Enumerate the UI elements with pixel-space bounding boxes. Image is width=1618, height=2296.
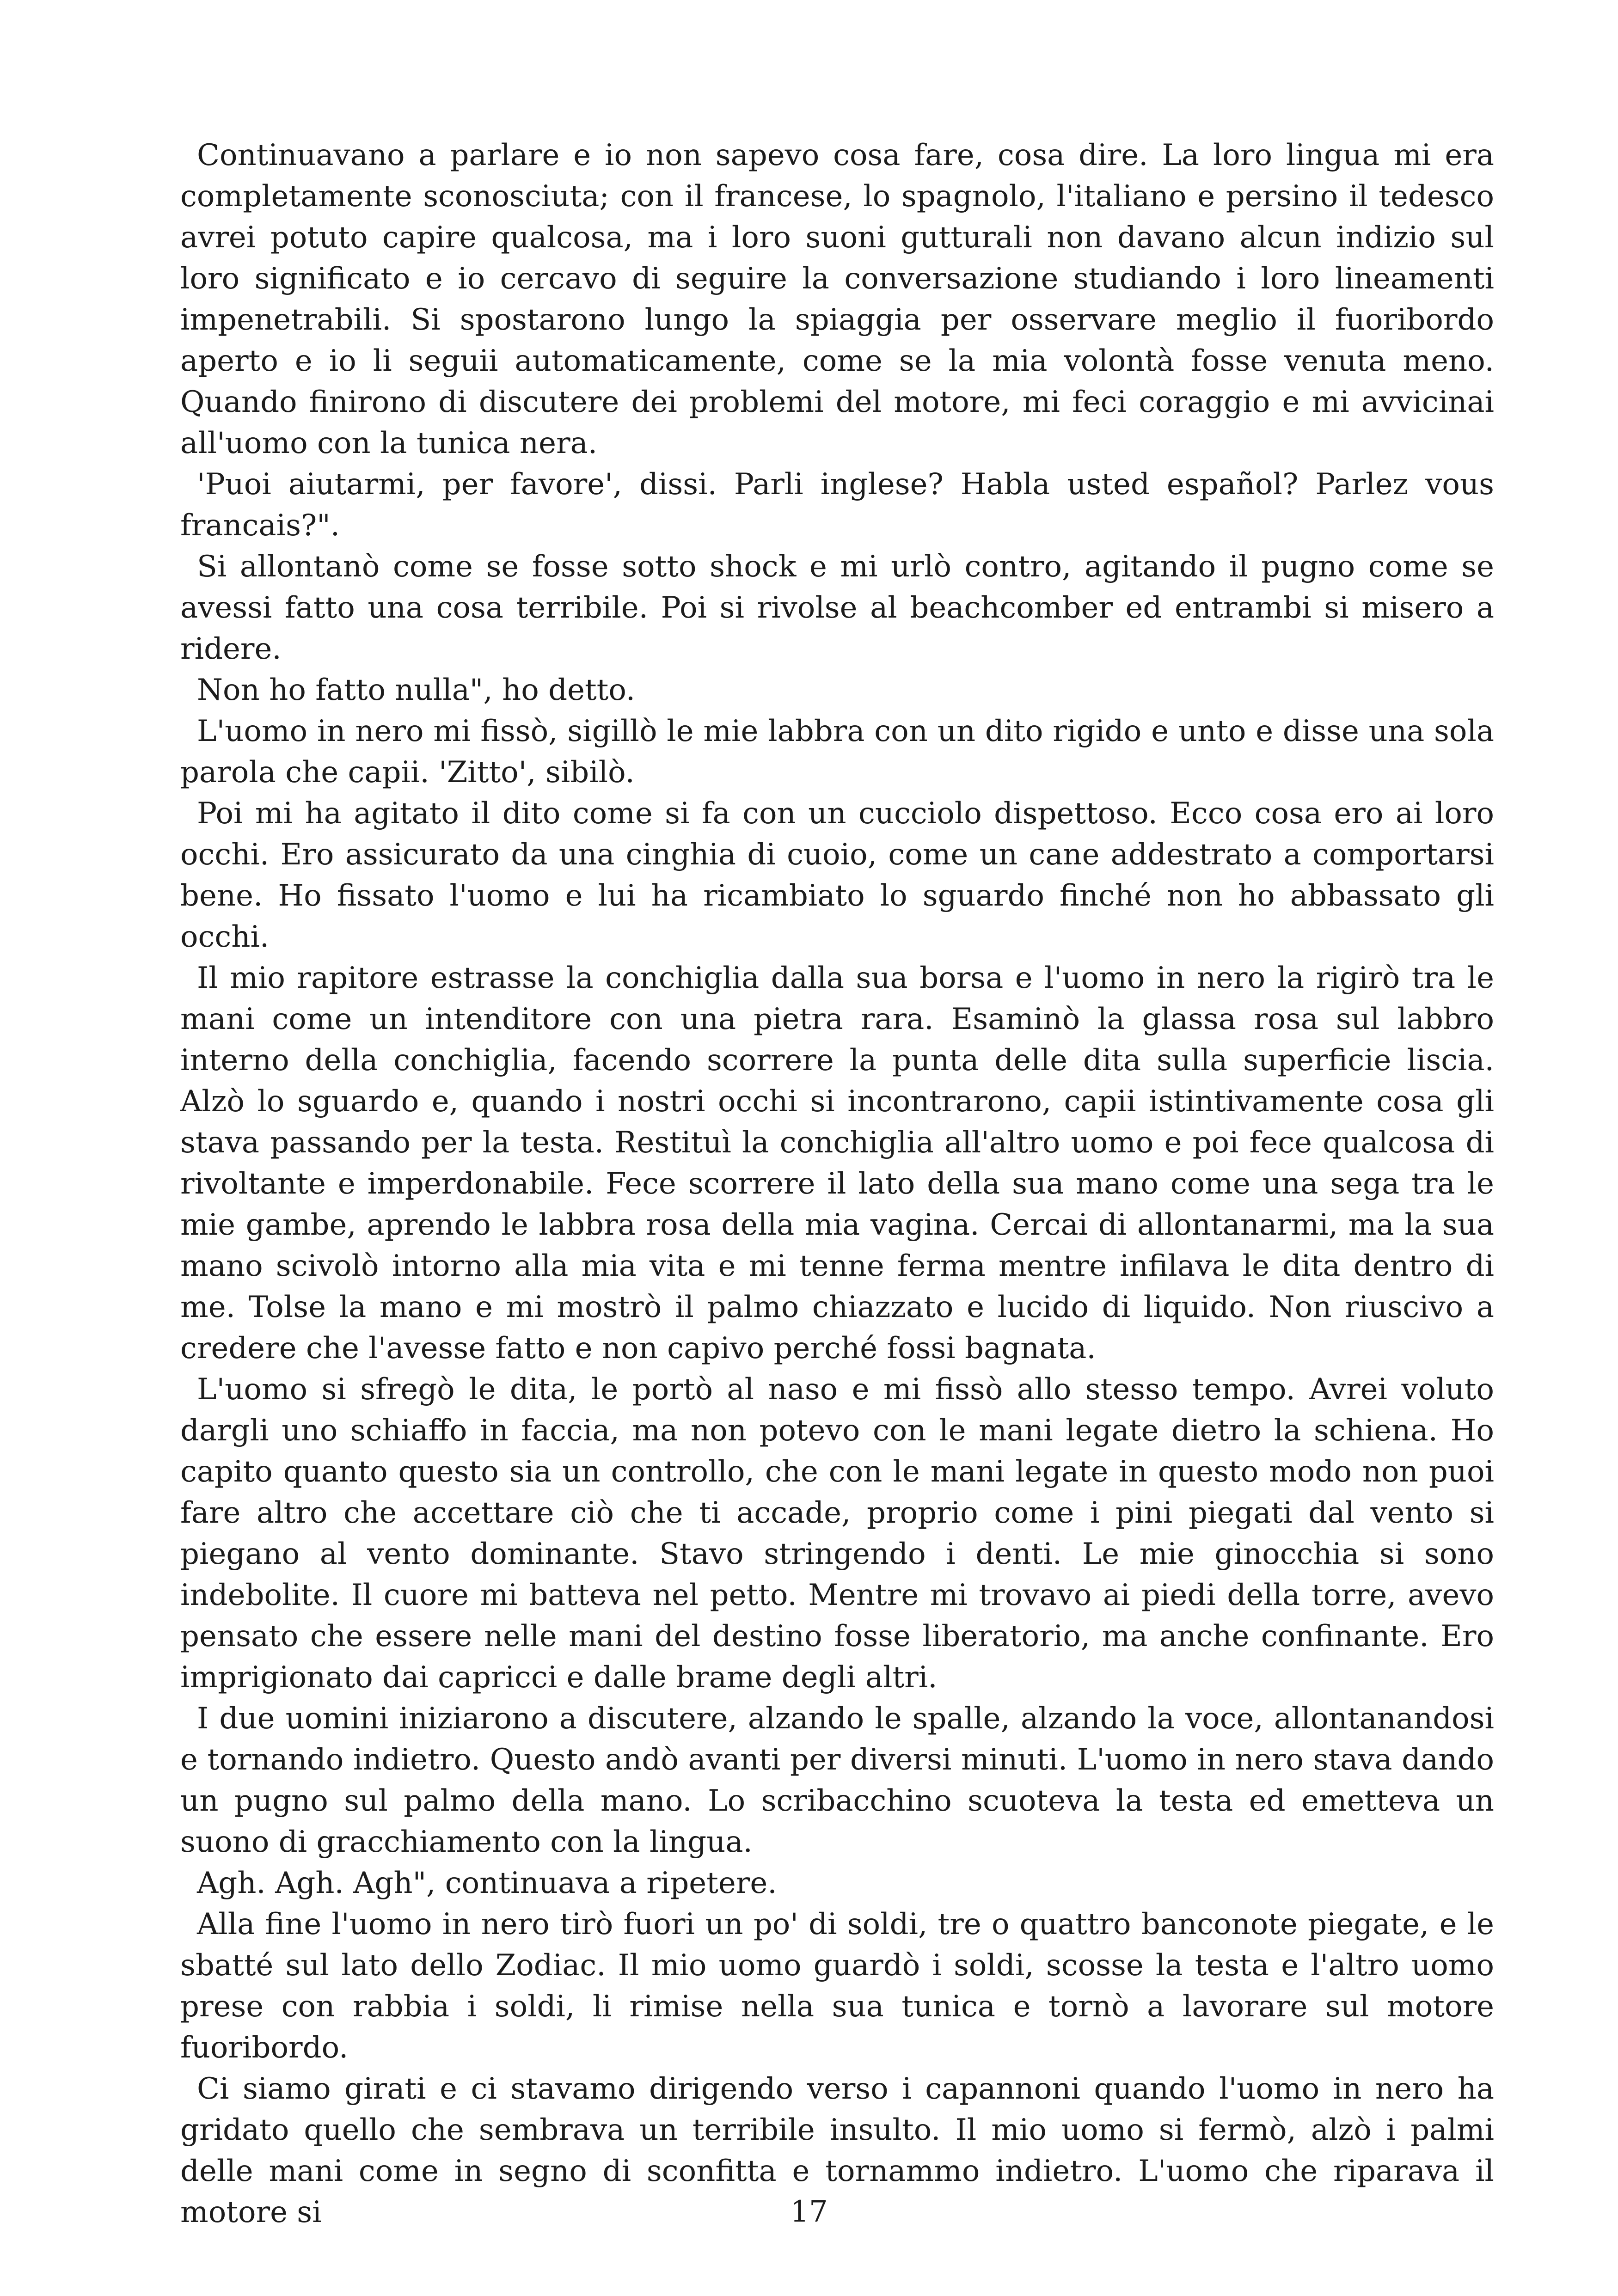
- page-number: 17: [790, 2195, 828, 2229]
- paragraph: I due uomini iniziarono a discutere, alzando le spalle, alzando la voce, allontanandosi e tornando indietro. Questo andò avanti per diversi minuti. L'uomo in nero stava dando un pugno sul palmo della mano. Lo scribacchino scuoteva la testa ed emetteva un suono di gracchiamento con la lingua.: [180, 1702, 1494, 1859]
- paragraph: Alla fine l'uomo in nero tirò fuori un po' di soldi, tre o quattro banconote piegate, e le sbatté sul lato dello Zodiac. Il mio uomo guardò i soldi, scosse la testa e l'altro uomo prese con rabbia i soldi, li rimise nella sua tunica e tornò a lavorare sul motore fuoribordo.: [180, 1907, 1494, 2065]
- paragraph: Agh. Agh. Agh", continuava a ripetere.: [197, 1866, 777, 1900]
- paragraph: 'Puoi aiutarmi, per favore', dissi. Parli inglese? Habla usted español? Parlez vous francais?".: [180, 467, 1494, 543]
- paragraph: Poi mi ha agitato il dito come si fa con un cucciolo dispettoso. Ecco cosa ero ai loro occhi. Ero assicurato da una cinghia di cuoio, come un cane addestrato a comportarsi bene. Ho fissato l'uomo e lui ha ricambiato lo sguardo finché non ho abbassato gli occhi.: [180, 796, 1494, 954]
- paragraph: L'uomo in nero mi fissò, sigillò le mie labbra con un dito rigido e unto e disse una sola parola che capii. 'Zitto', sibilò.: [180, 714, 1494, 790]
- paragraph: L'uomo si sfregò le dita, le portò al naso e mi fissò allo stesso tempo. Avrei voluto dargli uno schiaffo in faccia, ma non potevo con le mani legate dietro la schiena. Ho capito quanto questo sia un controllo, che con le mani legate in questo modo non puoi fare altro che accettare ciò che ti accade, proprio come i pini piegati dal vento si piegano al vento dominante. Stavo stringendo i denti. Le mie ginocchia si sono indebolite. Il cuore mi batteva nel petto. Mentre mi trovavo ai piedi della torre, avevo pensato che essere nelle mani del destino fosse liberatorio, ma anche confinante. Ero imprigionato dai capricci e dalle brame degli altri.: [180, 1372, 1494, 1695]
- paragraph: Continuavano a parlare e io non sapevo cosa fare, cosa dire. La loro lingua mi era completamente sconosciuta; con il francese, lo spagnolo, l'italiano e persino il tedesco avrei potuto capire qualcosa, ma i loro suoni gutturali non davano alcun indizio sul loro significato e io cercavo di seguire la conversazione studiando i loro lineamenti impenetrabili. Si spostarono lungo la spiaggia per osservare meglio il fuoribordo aperto e io li seguii automaticamente, come se la mia volontà fosse venuta meno. Quando finirono di discutere dei problemi del motore, mi feci coraggio e mi avvicinai all'uomo con la tunica nera.: [180, 138, 1494, 460]
- body-text: [180, 135, 1494, 2233]
- paragraph: Si allontanò come se fosse sotto shock e mi urlò contro, agitando il pugno come se avessi fatto una cosa terribile. Poi si rivolse al beachcomber ed entrambi si misero a ridere.: [180, 550, 1494, 666]
- paragraph: Il mio rapitore estrasse la conchiglia dalla sua borsa e l'uomo in nero la rigirò tra le mani come un intenditore con una pietra rara. Esaminò la glassa rosa sul labbro interno della conchiglia, facendo scorrere la punta delle dita sulla superficie liscia. Alzò lo sguardo e, quando i nostri occhi si incontrarono, capii istintivamente cosa gli stava passando per la testa. Restituì la conchiglia all'altro uomo e poi fece qualcosa di rivoltante e imperdonabile. Fece scorrere il lato della sua mano come una sega tra le mie gambe, aprendo le labbra rosa della mia vagina. Cercai di allontanarmi, ma la sua mano scivolò intorno alla mia vita e mi tenne ferma mentre infilava le dita dentro di me. Tolse la mano e mi mostrò il palmo chiazzato e lucido di liquido. Non riuscivo a credere che l'avesse fatto e non capivo perché fossi bagnata.: [180, 961, 1494, 1365]
- paragraph: Ci siamo girati e ci stavamo dirigendo verso i capannoni quando l'uomo in nero ha gridato quello che sembrava un terribile insulto. Il mio uomo si fermò, alzò i palmi delle mani come in segno di sconfitta e tornammo indietro. L'uomo che riparava il motore si: [180, 2072, 1494, 2229]
- paragraph: Non ho fatto nulla", ho detto.: [197, 673, 636, 707]
